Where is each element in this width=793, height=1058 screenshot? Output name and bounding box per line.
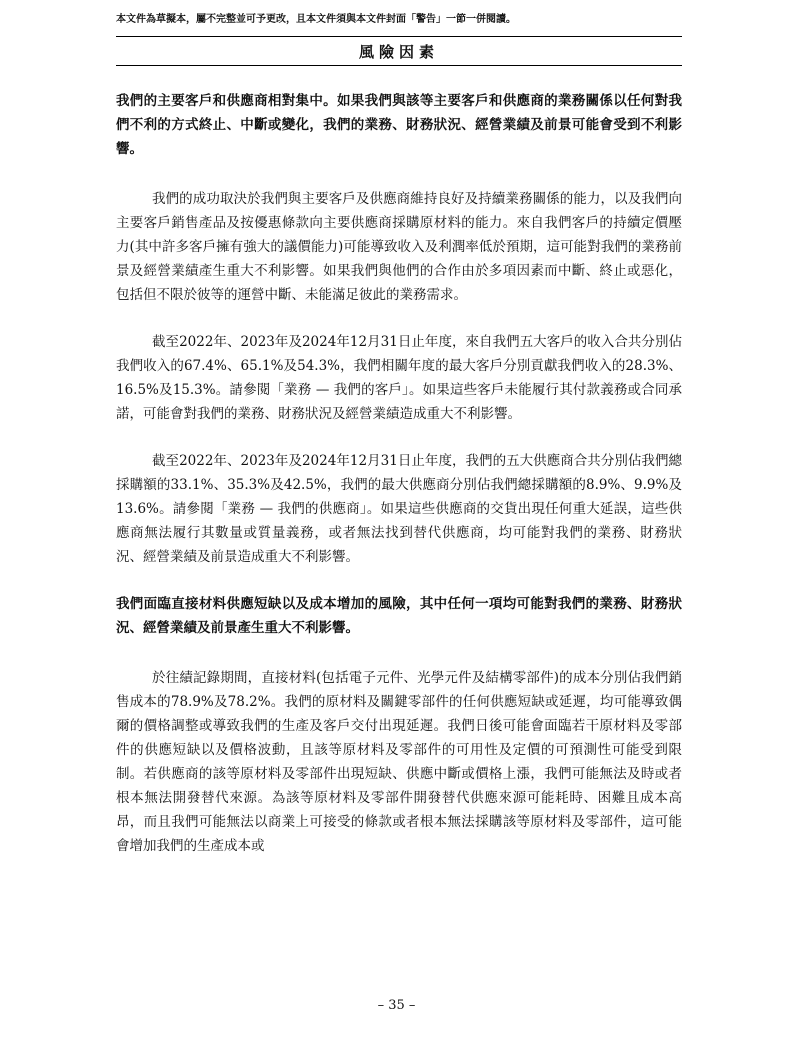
paragraph-top-customers: 截至2022年、2023年及2024年12月31日止年度，來自我們五大客戶的收入合共分別佔我們收入的67.4%、65.1%及54.3%，我們相關年度的最大客戶分別貢獻我們收入的28.3%、16.5%及15.3%。請參閱「業務 — 我們的客戶」。如果這些客戶未能履行其付款義務或合同承諾，可能會對我們的業務、財務狀況及經營業績造成重大不利影響。 [116, 334, 682, 422]
section-title: 風險因素 [358, 43, 439, 61]
risk-heading-customer-supplier-concentration: 我們的主要客戶和供應商相對集中。如果我們與該等主要客戶和供應商的業務關係以任何對我們不利的方式終止、中斷或變化，我們的業務、財務狀況、經營業績及前景可能會受到不利影響。 [116, 93, 682, 157]
title-divider [116, 65, 682, 66]
draft-notice: 本文件為草擬本，屬不完整並可予更改，且本文件須與本文件封面「警告」一節一併閱讀。 [116, 14, 516, 25]
paragraph-business-relationships: 我們的成功取決於我們與主要客戶及供應商維持良好及持續業務關係的能力，以及我們向主要客戶銷售產品及按優惠條款向主要供應商採購原材料的能力。來自我們客戶的持續定價壓力(其中許多客戶擁有強大的議價能力)可能導致收入及利潤率低於預期，這可能對我們的業務前景及經營業績產生重大不利影響。如果我們與他們的合作由於多項因素而中斷、終止或惡化，包括但不限於彼等的運營中斷、未能滿足彼此的業務需求。 [116, 191, 682, 303]
body-content [116, 89, 682, 858]
paragraph-direct-materials: 於往績記錄期間，直接材料(包括電子元件、光學元件及結構零部件)的成本分別佔我們銷售成本的78.9%及78.2%。我們的原材料及關鍵零部件的任何供應短缺或延遲，均可能導致偶爾的價格調整或導致我們的生產及客戶交付出現延遲。我們日後可能會面臨若干原材料及零部件的供應短缺以及價格波動，且該等原材料及零部件的可用性及定價的可預測性可能受到限制。若供應商的該等原材料及零部件出現短缺、供應中斷或價格上漲，我們可能無法及時或者根本無法開發替代來源。為該等原材料及零部件開發替代供應來源可能耗時、困難且成本高昂，而且我們可能無法以商業上可接受的條款或者根本無法採購該等原材料及零部件，這可能會增加我們的生產成本或 [116, 670, 682, 854]
header-divider [116, 36, 682, 37]
paragraph-top-suppliers: 截至2022年、2023年及2024年12月31日止年度，我們的五大供應商合共分別佔我們總採購額的33.1%、35.3%及42.5%，我們的最大供應商分別佔我們總採購額的8.9%、9.9%及13.6%。請參閱「業務 — 我們的供應商」。如果這些供應商的交貨出現任何重大延誤，這些供應商無法履行其數量或質量義務，或者無法找到替代供應商，均可能對我們的業務、財務狀況、經營業績及前景造成重大不利影響。 [116, 453, 682, 565]
page-number: – 35 – [377, 998, 416, 1013]
risk-heading-material-shortage: 我們面臨直接材料供應短缺以及成本增加的風險，其中任何一項均可能對我們的業務、財務狀況、經營業績及前景產生重大不利影響。 [116, 596, 682, 636]
